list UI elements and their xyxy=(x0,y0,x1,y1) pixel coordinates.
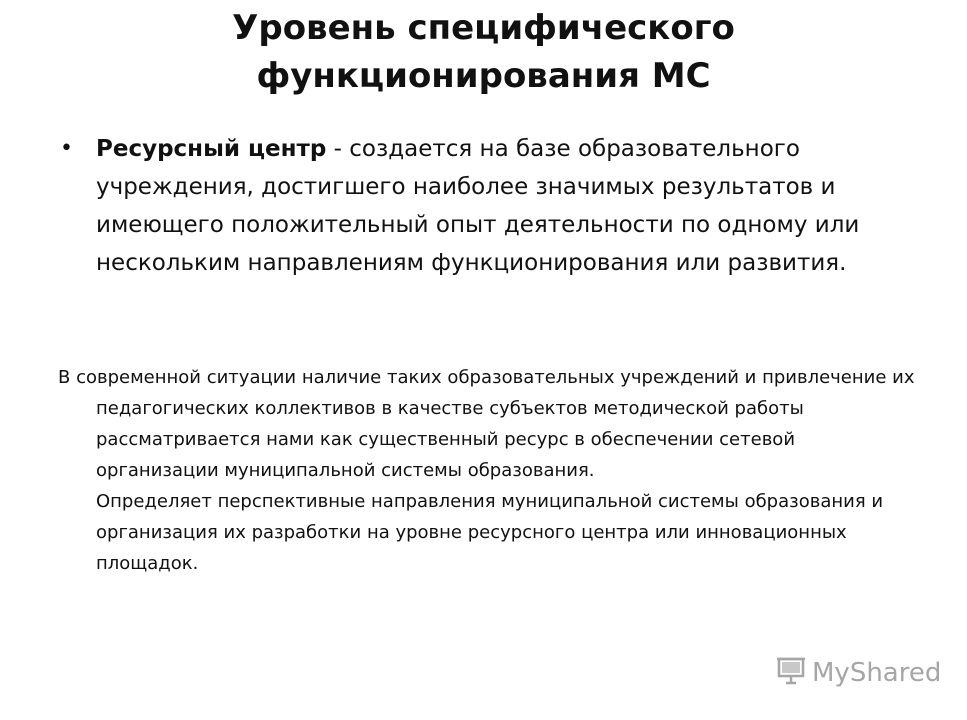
title-line-1: Уровень специфического xyxy=(232,8,735,48)
bullet-item xyxy=(60,130,880,282)
myshared-watermark xyxy=(776,655,941,690)
presentation-board-icon xyxy=(776,655,806,690)
paragraph-1: В современной ситуации наличие таких образовательных учреждений и привлечение их педагогических коллективов в качестве субъектов методической работы рассматривается нами как существенный ресурс в обеспечении сетевой организации муниципальной системы образования. xyxy=(58,367,915,481)
bullet-description: - создается на базе образовательного учреждения, достигшего наиболее значимых результатов и имеющего положительный опыт деятельности по одному или нескольким направлениям функционирования или развития. xyxy=(96,136,860,276)
title-line-2: функционирования МС xyxy=(256,56,711,96)
paragraph-2: Определяет перспективные направления муниципальной системы образования и организация их разработки на уровне ресурсного центра или инновационных площадок. xyxy=(96,491,884,574)
bullet-term: Ресурсный центр xyxy=(96,136,327,162)
watermark-text: MyShared xyxy=(812,657,942,688)
bullet-marker: • xyxy=(60,136,73,161)
slide-title xyxy=(0,4,967,100)
body-text xyxy=(58,362,918,579)
bullet-text xyxy=(96,130,880,282)
